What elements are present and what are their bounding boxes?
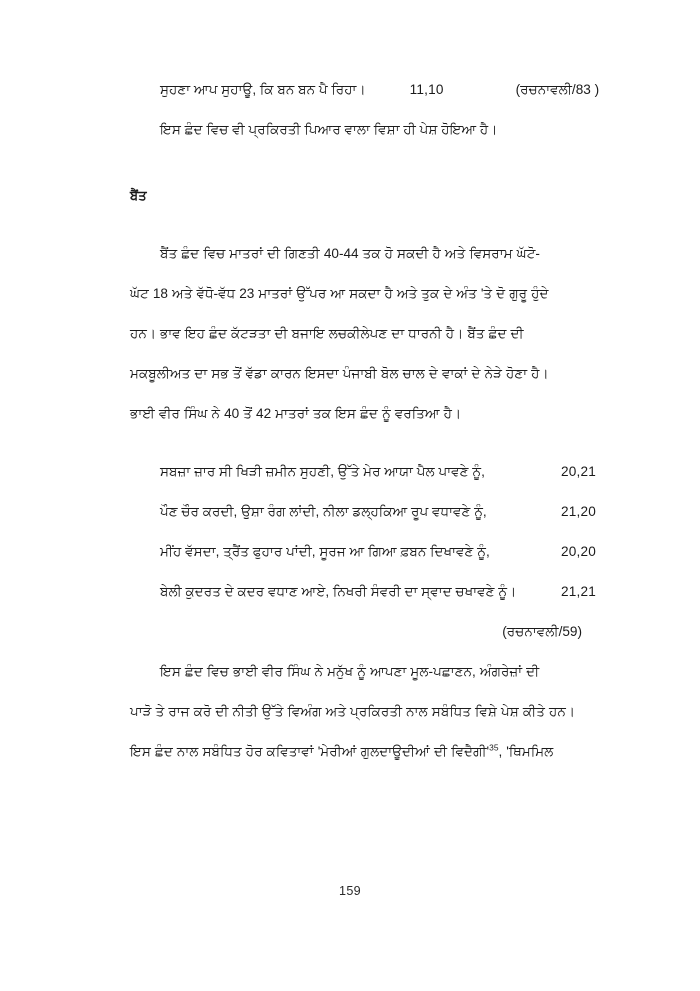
verse-line (130, 492, 596, 532)
intro-line: ਇਸ ਛੰਦ ਵਿਚ ਵੀ ਪ੍ਰਕਿਰਤੀ ਪਿਆਰ ਵਾਲਾ ਵਿਸ਼ਾ ਹੀ ਪੇਸ਼ ਹੋਇਆ ਹੈ। (160, 122, 498, 137)
verse-meter: 21,21 (560, 584, 596, 599)
verse-meter: 20,21 (560, 464, 596, 479)
paragraph-1-line-5: ਭਾਈ ਵੀਰ ਸਿੰਘ ਨੇ 40 ਤੋਂ 42 ਮਾਤਰਾਂ ਤਕ ਇਸ ਛੰਦ ਨੂੰ ਵਰਤਿਆ ਹੈ। (130, 406, 462, 421)
verse-text: ਸਬਜ਼ਾ ਜ਼ਾਰ ਸੀ ਖਿੜੀ ਜ਼ਮੀਨ ਸੁਹਣੀ, ਉੱਤੇ ਮੇਰ ਆਯਾ ਪੈਲ ਪਾਵਣੇ ਨੂੰ, (160, 464, 485, 479)
top-quote-text: ਸੁਹਣਾ ਆਪ ਸੁਹਾਊ, ਕਿ ਬਨ ਬਨ ਪੈ ਰਿਹਾ। (160, 82, 366, 97)
paragraph-2-line-1: ਇਸ ਛੰਦ ਵਿਚ ਭਾਈ ਵੀਰ ਸਿੰਘ ਨੇ ਮਨੁੱਖ ਨੂੰ ਆਪਣਾ ਮੂਲ-ਪਛਾਣਨ, ਅੰਗਰੇਜ਼ਾਂ ਦੀ (160, 664, 540, 679)
body-paragraph-1 (130, 234, 596, 434)
spacer-after-heading (130, 216, 596, 234)
top-quote-citation: (ਰਚਨਾਵਲੀ/83 ) (515, 82, 600, 97)
verse-line (130, 532, 596, 572)
top-spacer (130, 0, 596, 70)
verse-meter: 20,20 (560, 544, 596, 559)
body-paragraph-2 (130, 652, 596, 772)
paragraph-2-line-2: ਪਾੜੋ ਤੇ ਰਾਜ ਕਰੋ ਦੀ ਨੀਤੀ ਉੱਤੇ ਵਿਅੰਗ ਅਤੇ ਪ੍ਰਕਿਰਤੀ ਨਾਲ ਸਬੰਧਿਤ ਵਿਸ਼ੇ ਪੇਸ਼ ਕੀਤੇ ਹਨ। (130, 704, 575, 719)
verse-text: ਮੀਂਹ ਵੱਸਦਾ, ਤ੍ਰੈਂਤ ਫੁਹਾਰ ਪਾਂਦੀ, ਸੂਰਜ ਆ ਗਿਆ ਫ਼ਬਨ ਦਿਖਾਵਣੇ ਨੂੰ, (160, 544, 490, 559)
spacer-before-verses (130, 434, 596, 452)
verse-meter: 21,20 (560, 504, 596, 519)
page-number: 159 (339, 884, 361, 898)
paragraph-1-line-1: ਬੈਂਤ ਛੰਦ ਵਿਚ ਮਾਤਰਾਂ ਦੀ ਗਿਣਤੀ 40-44 ਤਕ ਹੋ ਸਕਦੀ ਹੈ ਅਤੇ ਵਿਸਰਾਮ ਘੱਟੋ- (160, 246, 540, 261)
verse-citation: (ਰਚਨਾਵਲੀ/59) (502, 624, 582, 639)
section-heading-baint: ਬੈਂਤ (130, 188, 147, 203)
verse-text: ਪੌਣ ਚੌਰ ਕਰਦੀ, ਉੁਸ਼ਾ ਰੰਗ ਲਾਂਦੀ, ਨੀਲਾ ਡਲ੍ਹਕਿਆ ਰੂਪ ਵਧਾਵਣੇ ਨੂੰ, (160, 504, 487, 519)
spacer-before-heading (130, 150, 596, 176)
page-content (130, 0, 600, 772)
paragraph-2-line-3-tail: , 'ਥਿਮਮਿਲ (498, 744, 554, 759)
paragraph-2-line-3 (130, 732, 596, 772)
verse-line (130, 452, 596, 492)
verse-text: ਬੇਲੀ ਕੁਦਰਤ ਦੇ ਕਦਰ ਵਧਾਣ ਆਏ, ਨਿਖਰੀ ਸੰਵਰੀ ਦਾ ਸ੍ਵਾਦ ਚਖਾਵਣੇ ਨੂੰ। (160, 584, 517, 599)
verse-line (130, 572, 596, 612)
footnote-marker-35: 35 (489, 742, 499, 753)
paragraph-2-line-3-text: ਇਸ ਛੰਦ ਨਾਲ ਸਬੰਧਿਤ ਹੋਰ ਕਵਿਤਾਵਾਂ 'ਮੇਰੀਆਂ ਗੁਲਦਾਊਦੀਆਂ ਦੀ ਵਿਦੈਗੀ' (130, 744, 490, 759)
paragraph-1-line-3: ਹਨ। ਭਾਵ ਇਹ ਛੰਦ ਕੱਟੜਤਾ ਦੀ ਬਜਾਇ ਲਚਕੀਲੇਪਣ ਦਾ ਧਾਰਨੀ ਹੈ। ਬੈਂਤ ਛੰਦ ਦੀ (130, 326, 524, 341)
paragraph-1-line-4: ਮਕਬੂਲੀਅਤ ਦਾ ਸਭ ਤੋਂ ਵੱਡਾ ਕਾਰਨ ਇਸਦਾ ਪੰਜਾਬੀ ਬੋਲ ਚਾਲ ਦੇ ਵਾਕਾਂ ਦੇ ਨੇੜੇ ਹੋਣਾ ਹੈ। (130, 366, 549, 381)
paragraph-1-line-2: ਘੱਟ 18 ਅਤੇ ਵੱਧੋ-ਵੱਧ 23 ਮਾਤਰਾਂ ਉੱਪਰ ਆ ਸਕਦਾ ਹੈ ਅਤੇ ਤੁਕ ਦੇ ਅੰਤ 'ਤੇ ਦੋ ਗੁਰੂ ਹੁੰਦੇ (130, 286, 549, 301)
top-quote-meter: 11,10 (409, 82, 444, 97)
top-quote-row (130, 70, 600, 110)
